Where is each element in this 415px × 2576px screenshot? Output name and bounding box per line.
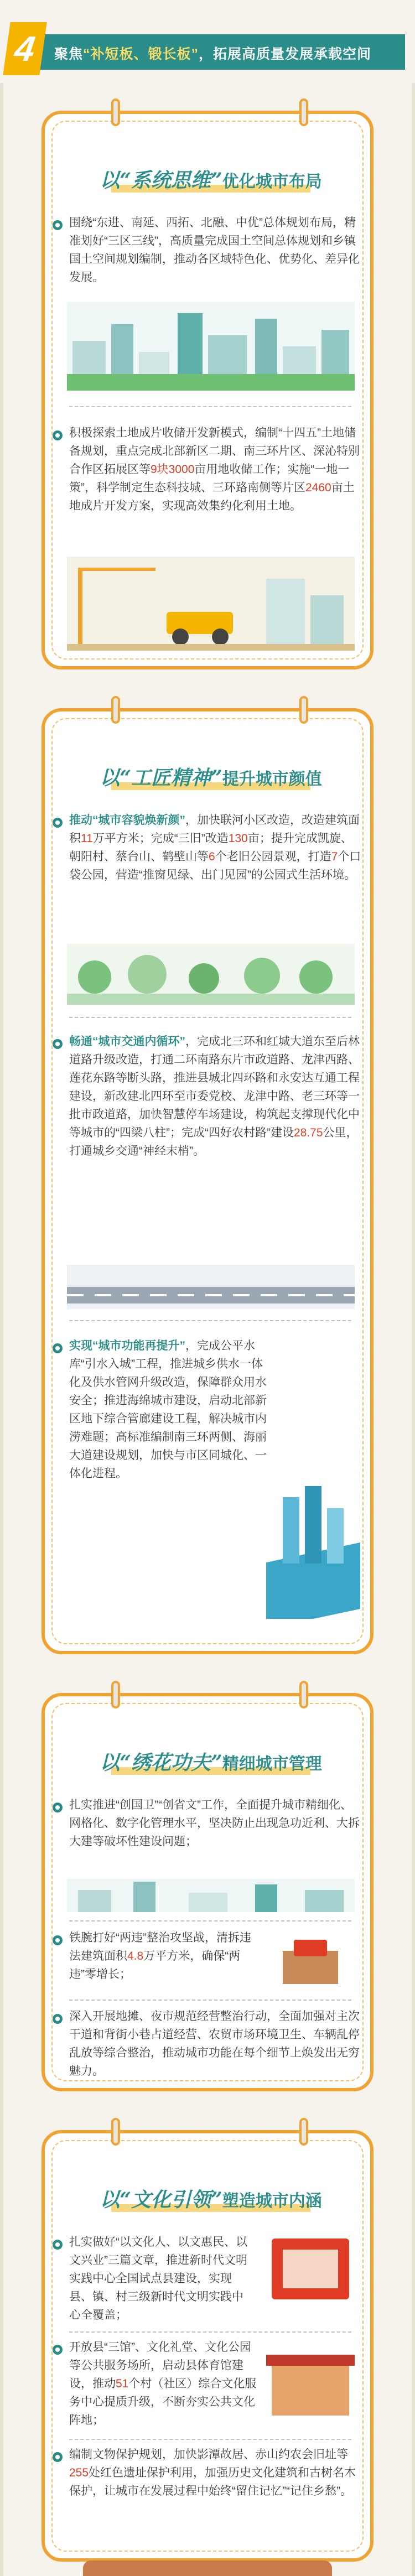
paragraph: 开放县“三馆”、文化礼堂、文化公园等公共服务场所，启动县体育馆建设，推动51个村（社区）综合文化服务中心提质升级，不断夯实公共文化阵地； xyxy=(69,2341,257,2427)
divider xyxy=(69,406,351,407)
city-skyline-illustration xyxy=(67,302,355,391)
paragraph: 扎实做好“以文化人、以文惠民、以文兴业”三篇文章，推进新时代文明实践中心全国试点县建设，实现县、镇、村三级新时代文明实践中心全覆盖； xyxy=(69,2236,247,2321)
header-number: 4 xyxy=(3,22,46,75)
header-title-highlight: “补短板、锻长板” xyxy=(83,46,199,62)
section-header xyxy=(0,0,415,83)
street-illustration xyxy=(67,1879,355,1912)
isometric-city-illustration xyxy=(266,1475,360,1619)
right-border xyxy=(412,0,415,2576)
section-title xyxy=(45,1747,377,1775)
card-embroidery-effort xyxy=(42,1693,374,2091)
paragraph: 推动“城市容貌焕新颜”，加快联河小区改造，改造建筑面积11万平方米；完成“三旧”改造130亩；提升完成凯旋、朝阳村、蔡台山、鹤壁山等6个老旧公园景观，打造7个口袋公园，营造“推窗见绿、出门见园”的公园式生活环境。 xyxy=(69,814,361,881)
section-title-callig: 以“文化引领” xyxy=(100,2188,222,2211)
section-title xyxy=(45,2184,377,2213)
section-title-callig: 以“工匠精神” xyxy=(100,766,222,790)
construction-illustration xyxy=(67,557,355,651)
section-title-plain: 塑造城市内涵 xyxy=(222,2192,322,2210)
culture-board-illustration xyxy=(266,2233,355,2316)
divider xyxy=(69,2439,351,2440)
section-title-callig: 以“绣花功夫” xyxy=(100,1751,222,1774)
section-title-callig: 以“系统思维” xyxy=(100,169,222,192)
divider xyxy=(69,1920,351,1921)
section-title-plain: 优化城市布局 xyxy=(222,173,322,191)
paragraph: 围绕“东进、南延、西拓、北融、中优”总体规划布局，精准划好“三区三线”，高质量完成国土空间总体规划和乡镇国土空间规划编制，推动各区域特色化、优势化、差异化发展。 xyxy=(69,216,360,284)
divider xyxy=(69,1017,351,1018)
binder-ring xyxy=(111,696,120,724)
paragraph: 深入开展地摊、夜市规范经营整治行动，全面加强对主次干道和背街小巷占道经营、农贸市场环境卫生、车辆乱停乱放等综合整治，推动城市功能在每个细节上焕发出无穷魅力。 xyxy=(69,2010,360,2078)
bullet-icon xyxy=(53,1935,63,1945)
demolition-illustration xyxy=(277,1929,355,1990)
bullet-icon xyxy=(53,430,63,440)
road-illustration xyxy=(67,1265,355,1309)
binder-ring xyxy=(299,98,308,126)
card-craftsman-spirit xyxy=(42,708,374,1654)
binder-ring xyxy=(111,1681,120,1708)
section-title xyxy=(45,762,377,791)
paragraph: 铁腕打好“两违”整治攻坚战，清拆违法建筑面积4.8万平方米，确保“两违”零增长； xyxy=(69,1931,251,1981)
paragraph: 积极探索土地成片收储开发新模式，编制“十四五”土地储备规划，重点完成北部新区二期、南三环片区、深沁特别合作区拓展区等9块3000亩用地收储工作；实施“一地一策”，科学制定生态科技城、三环路南侧等片区2460亩土地成片开发方案，实现高效集约化利用土地。 xyxy=(69,427,360,512)
paragraph: 扎实推进“创国卫”“创省文”工作，全面提升城市精细化、网格化、数字化管理水平，坚决防止出现急功近利、大拆大建等破坏性建设问题； xyxy=(69,1799,360,1848)
bullet-icon xyxy=(53,1343,63,1353)
divider xyxy=(69,1320,351,1321)
section-title-plain: 精细城市管理 xyxy=(222,1755,322,1773)
card-system-thinking xyxy=(42,111,374,669)
binder-ring xyxy=(299,2118,308,2146)
bullet-icon xyxy=(53,1803,63,1812)
header-title xyxy=(54,43,371,63)
memorial-gate-illustration xyxy=(83,2561,332,2576)
paragraph: 实现“城市功能再提升”，完成公平水库“引水入城”工程，推进城乡供水一体化及供水管网升级改造，保障群众用水安全；推进海绵城市建设，启动北部新区地下综合管廊建设工程，解决城市内涝难题；高标准编制南三环两侧、海丽大道建设规划，加快与市区同城化、一体化进程。 xyxy=(69,1339,267,1480)
paragraph: 畅通“城市交通内循环”，完成北三环和红城大道东至后林道路升级改造，打通二环南路东片市政道路、龙津西路、莲花东路等断头路，推进县城北四环路和永安达互通工程建设，新改建北四环至市委党校、龙津中路、老三环等一批市政道路，加快智慧停车场建设，构筑起支撑现代化中等城市的“四梁八柱”；完成“四好农村路”建设28.75公里，打通城乡交通“神经末梢”。 xyxy=(69,1035,360,1157)
park-illustration xyxy=(67,944,355,1005)
section-title-plain: 提升城市颜值 xyxy=(222,770,322,788)
bullet-icon xyxy=(53,818,63,828)
bullet-icon xyxy=(53,2345,63,2355)
binder-ring xyxy=(299,1681,308,1708)
building-illustration xyxy=(266,2344,355,2421)
divider xyxy=(69,2331,351,2333)
binder-ring xyxy=(299,696,308,724)
bullet-icon xyxy=(53,2452,63,2462)
card-culture-leading xyxy=(42,2130,374,2562)
bullet-icon xyxy=(53,2240,63,2250)
binder-ring xyxy=(111,2118,120,2146)
paragraph: 编制文物保护规划，加快影潭故居、赤山约农会旧址等255处红色遗址保护利用，加强历史文化建筑和古树名木保护，让城市在发展过程中始终“留住记忆”“记住乡愁”。 xyxy=(69,2448,356,2497)
bullet-icon xyxy=(53,2014,63,2024)
section-title xyxy=(45,165,377,193)
divider xyxy=(69,1999,351,2001)
header-title-prefix: 聚焦 xyxy=(54,46,84,62)
bullet-icon xyxy=(53,1039,63,1049)
header-title-suffix: ，拓展高质量发展承载空间 xyxy=(199,46,372,62)
bullet-icon xyxy=(53,220,63,230)
left-border xyxy=(0,0,3,2576)
binder-ring xyxy=(111,98,120,126)
